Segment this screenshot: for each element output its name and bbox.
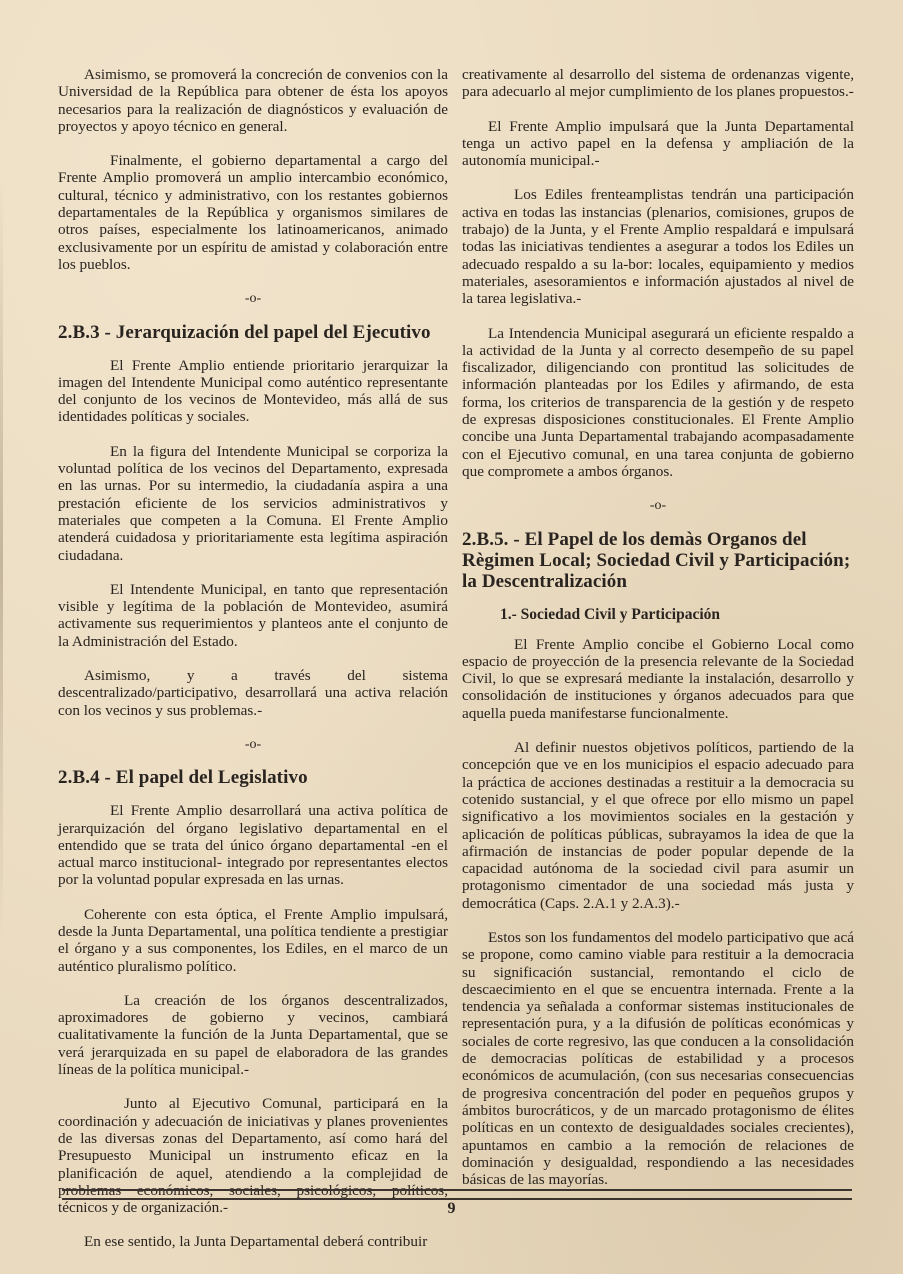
section-separator: -o- bbox=[244, 736, 262, 752]
paragraph: Junto al Ejecutivo Comunal, participará en la coordinación y adecuación de iniciativas y planes provenientes de las diversas zonas del Departamento, así como hará del Presupuesto Municipal un instrumento eficaz en la planificación de aquel, atendiendo a la complejidad de problemas económicos, sociales, psicológicos, políticos, técnicos y de organización.- bbox=[58, 1095, 448, 1217]
paragraph: El Intendente Municipal, en tanto que representación visible y legítima de la población de Montevideo, asumirá activamente sus requerimientos y planteos ante el conjunto de la Administración del Estado. bbox=[58, 580, 448, 650]
paragraph: El Frente Amplio desarrollará una activa política de jerarquización del órgano legislativo departamental en el entendido que se trata del único órgano departamental -en el actual marco institucional- integrado por representantes electos por la voluntad popular expresada en las urnas. bbox=[58, 802, 448, 889]
paragraph: Finalmente, el gobierno departamental a cargo del Frente Amplio promoverá un amplio intercambio económico, cultural, técnico y administrativo, con los restantes gobiernos departamentales de la República y organismos similares de otros países, especialmente los latinoamericanos, animado exclusivamente por un espíritu de amistad y colaboración entre los pueblos. bbox=[58, 152, 448, 273]
section-separator: -o- bbox=[649, 498, 667, 514]
section-heading-2b3: 2.B.3 - Jerarquización del papel del Ejecutivo bbox=[58, 321, 431, 343]
paragraph: El Frente Amplio entiende prioritario jerarquizar la imagen del Intendente Municipal como auténtico representante del conjunto de los vecinos de Montevideo, más allá de sus identidades políticas y sociales. bbox=[58, 356, 448, 426]
paragraph: En ese sentido, la Junta Departamental deberá contribuir bbox=[84, 1233, 428, 1251]
right-column bbox=[462, 66, 854, 1205]
paragraph: La Intendencia Municipal asegurará un eficiente respaldo a la actividad de la Junta y al correcto desempeño de su papel fiscalizador, diligenciando con prontitud las solicitudes de información planteadas por los Ediles y afirmando, de esta forma, los criterios de transparencia de la gestión y de respeto de expresas disposiciones constitucionales. El Frente Amplio concibe una Junta Departamental trabajando acompasadamente con el Ejecutivo comunal, en una tarea conjunta de gobierno que compromete a ambos órganos. bbox=[462, 324, 854, 480]
section-heading-2b5: 2.B.5. - El Papel de los demàs Organos del Règimen Local; Sociedad Civil y Participación; la Descentralización bbox=[462, 528, 851, 592]
section-heading-2b4: 2.B.4 - El papel del Legislativo bbox=[58, 767, 308, 789]
binding-shadow bbox=[0, 180, 3, 940]
paragraph: La creación de los órganos descentralizados, aproximadores de gobierno y vecinos, cambiará cualitativamente la función de la Junta Departamental, que se verá jerarquizada en su papel de elaboradora de las grandes líneas de la política municipal.- bbox=[58, 991, 448, 1079]
paragraph: El Frente Amplio concibe el Gobierno Local como espacio de proyección de la presencia relevante de la Sociedad Civil, lo que se expresará mediante la instalación, desarrollo y consolidación de instituciones y órganos adecuados para que aquella pueda manifestarse funcionalmente. bbox=[462, 635, 854, 722]
paragraph: En la figura del Intendente Municipal se corporiza la voluntad política de los vecinos del Departamento, expresada en las urnas. Por su intermedio, la ciudadanía aspira a una prestación eficiente de los servicios administrativos y materiales que competen a la Comuna. El Frente Amplio atenderá cuidadosa y prioritariamente esta legítima aspiración ciudadana. bbox=[58, 442, 448, 564]
paragraph: Asimismo, y a través del sistema descentralizado/participativo, desarrollará una activa relación con los vecinos y sus problemas.- bbox=[58, 667, 448, 719]
page-number: 9 bbox=[447, 1200, 456, 1217]
paragraph: Coherente con esta óptica, el Frente Amplio impulsará, desde la Junta Departamental, una política tendiente a prestigiar el órgano y a sus componentes, los Ediles, en el marco de un auténtico pluralismo político. bbox=[58, 905, 448, 975]
paragraph: Al definir nuestos objetivos políticos, partiendo de la concepción que ve en los municipios el espacio adecuado para la práctica de acciones destinadas a restituir a la democracia su cotenido sustancial, y el que ofrece por ello mismo un papel significativo a los movimientos sociales en la gestación y aplicación de políticas públicas, subrayamos la idea de que la afirmación de instancias de poder popular depende de la capacidad autónoma de la sociedad civil para asumir un protagonismo cimentador de una sociedad más justa y democrática (Caps. 2.A.1 y 2.A.3).- bbox=[462, 739, 854, 912]
footer-double-rule bbox=[62, 1189, 852, 1200]
subsection-heading: 1.- Sociedad Civil y Participación bbox=[500, 605, 721, 623]
paragraph: Los Ediles frenteamplistas tendrán una participación activa en todas las instancias (plenarios, comisiones, grupos de trabajo) de la Junta, y el Frente Amplio respaldará e impulsará todas las iniciativas tendientes a asegurar a todos los Ediles un adecuado respaldo a su la-bor: locales, equipamiento y medios materiales, asesoramientos e información ajustados al nivel de la tarea legislativa.- bbox=[462, 186, 854, 308]
paragraph: Asimismo, se promoverá la concreción de convenios con la Universidad de la República para obtener de ésta los apoyos necesarios para la realización de diagnósticos y evaluación de proyectos y apoyo técnico en general. bbox=[58, 66, 448, 135]
left-column bbox=[58, 66, 448, 1268]
paragraph: Estos son los fundamentos del modelo participativo que acá se propone, como camino viable para restituir a la democracia su significación sustancial, remontando el ciclo de descaecimiento en el que se encuentra internada. Frente a la tendencia ya señalada a conformar sistemas institucionales de representación pura, y a la difusión de políticas económicas y sociales de corte regresivo, las que conducen a la consolidación de democracias políticas de estabilidad y a procesos económicos de acumulación, (con sus necesarias consecuencias de progresiva concentración del poder en pequeños grupos y ámbitos burocráticos, y de un marcado protagonismo de élites políticas en un contexto de desigualdades sociales crecientes), apuntamos en cambio a la remoción de relaciones de dominación y desigualdad, respondiendo a las necesidades básicas de las mayorías. bbox=[462, 928, 854, 1189]
paragraph: creativamente al desarrollo del sistema de ordenanzas vigente, para adecuarlo al mejor cumplimiento de los planes propuestos.- bbox=[462, 66, 854, 101]
paragraph: El Frente Amplio impulsará que la Junta Departamental tenga un activo papel en la defensa y ampliación de la autonomía municipal.- bbox=[462, 117, 854, 170]
section-separator: -o- bbox=[244, 291, 262, 307]
